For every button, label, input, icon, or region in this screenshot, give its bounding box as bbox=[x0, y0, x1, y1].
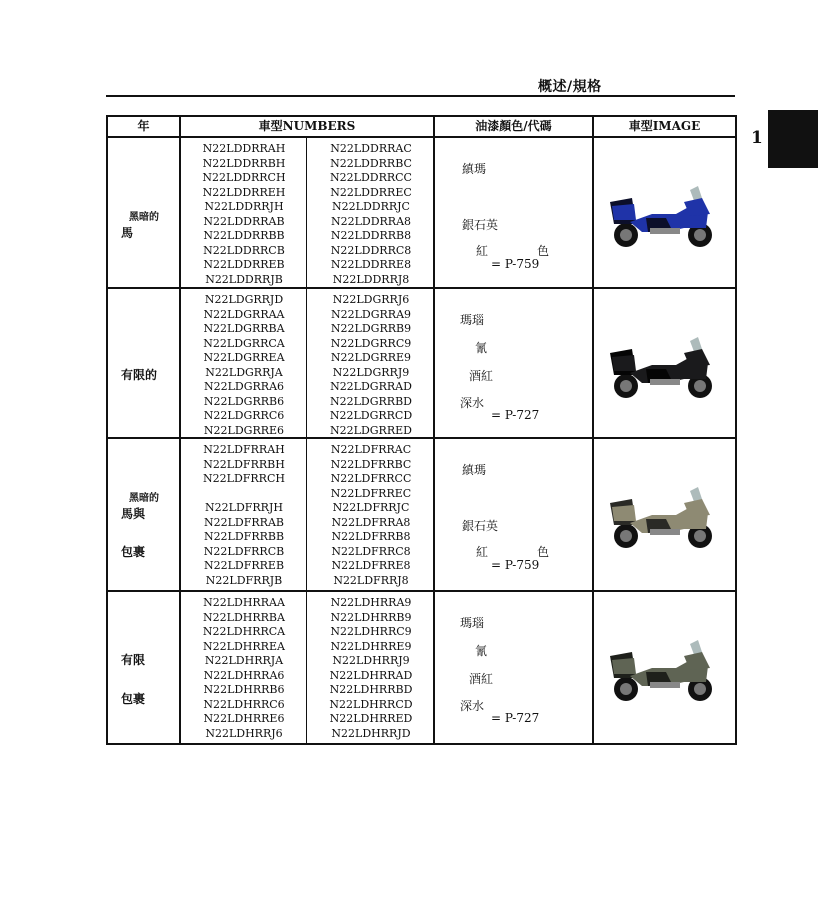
motorcycle-image bbox=[606, 485, 718, 551]
model-number: N22LDHRRJ6 bbox=[205, 726, 283, 740]
model-number: N22LDHRRCD bbox=[329, 697, 413, 711]
model-number-column-b bbox=[308, 443, 434, 588]
model-number: N22LDGRRA6 bbox=[203, 380, 285, 393]
spec-table bbox=[106, 115, 737, 745]
year-cell bbox=[107, 288, 180, 438]
model-number: N22LDHRRB9 bbox=[330, 610, 412, 624]
table-header-row bbox=[107, 116, 736, 137]
model-number: N22LDDRRJH bbox=[204, 200, 284, 213]
model-number: N22LDDRRBB bbox=[203, 229, 285, 242]
table-row bbox=[107, 591, 736, 744]
model-number: N22LDDRREH bbox=[202, 185, 286, 199]
paint-color-name: 銀石英 bbox=[462, 519, 499, 533]
model-numbers-cell bbox=[180, 288, 434, 438]
model-number: N22LDDRRJC bbox=[332, 200, 410, 213]
model-number: N22LDHRRE9 bbox=[330, 639, 412, 653]
model-number: N22LDDRRJ8 bbox=[332, 272, 410, 286]
paint-color-cell bbox=[434, 137, 593, 288]
motorcycle-image bbox=[606, 184, 718, 250]
model-number: N22LDGRRED bbox=[330, 423, 412, 437]
model-number: N22LDHRRC6 bbox=[203, 697, 285, 711]
model-image-cell bbox=[593, 591, 736, 744]
model-number: N22LDDRRC8 bbox=[330, 243, 412, 257]
model-numbers-cell bbox=[180, 137, 434, 288]
paint-code: = P-727 bbox=[491, 408, 540, 422]
model-number: N22LDGRRJ9 bbox=[332, 365, 410, 379]
model-number: N22LDFRRCC bbox=[330, 472, 412, 485]
motorcycle-image bbox=[606, 335, 718, 401]
year-label: 馬與 bbox=[121, 507, 146, 521]
header-image: 車型IMAGE bbox=[593, 116, 736, 137]
chapter-number: 1 bbox=[751, 128, 763, 148]
header-numbers: 車型NUMBERS bbox=[180, 116, 434, 137]
paint-color-cell bbox=[434, 438, 593, 591]
motorcycle-image bbox=[606, 638, 718, 704]
paint-color-name: 縝瑪 bbox=[462, 162, 487, 176]
model-number: N22LDDRRJB bbox=[205, 272, 283, 286]
paint-color-cell bbox=[434, 591, 593, 744]
model-number: N22LDGRRCD bbox=[329, 409, 413, 422]
year-cell bbox=[107, 591, 180, 744]
model-number: N22LDHRRB6 bbox=[203, 683, 285, 696]
model-number: N22LDGRRBD bbox=[329, 394, 412, 408]
model-number: N22LDGRRB6 bbox=[203, 394, 285, 408]
model-number: N22LDFRRAH bbox=[203, 443, 285, 456]
model-number: N22LDHRRBD bbox=[329, 683, 413, 696]
model-number: N22LDDRRAH bbox=[202, 142, 286, 155]
paint-color-name: 紅 bbox=[476, 545, 489, 559]
model-number: N22LDDRRB8 bbox=[330, 229, 412, 242]
table-row bbox=[107, 137, 736, 288]
year-label: 馬 bbox=[121, 226, 134, 240]
model-number: N22LDFRRCH bbox=[203, 472, 285, 485]
model-number: N22LDHRRBA bbox=[203, 610, 285, 624]
model-number: N22LDDRREC bbox=[330, 185, 412, 199]
model-number: N22LDGRRJ6 bbox=[332, 293, 410, 306]
model-number: N22LDHRRAA bbox=[203, 596, 285, 609]
model-number: N22LDFRRBH bbox=[203, 457, 285, 471]
paint-color-name: 縝瑪 bbox=[462, 463, 487, 477]
chapter-tab bbox=[768, 110, 818, 168]
model-number: N22LDGRRE9 bbox=[330, 351, 412, 364]
model-number: N22LDDRRBC bbox=[330, 156, 412, 170]
model-number: N22LDFRRJH bbox=[205, 501, 283, 514]
paint-color-name: 深水 bbox=[460, 396, 485, 410]
model-number: N22LDDRRBH bbox=[202, 156, 286, 170]
model-number: N22LDHRRA6 bbox=[203, 668, 285, 682]
paint-color-name: 瑪瑙 bbox=[460, 616, 485, 630]
year-label: 黑暗的 bbox=[129, 493, 159, 504]
model-number-column-b bbox=[308, 142, 434, 287]
year-label: 有限的 bbox=[121, 368, 158, 382]
year-cell bbox=[107, 438, 180, 591]
header-rule bbox=[106, 95, 735, 97]
model-number-column-b bbox=[308, 596, 434, 741]
model-number: N22LDGRREA bbox=[203, 351, 285, 364]
model-number: N22LDGRRAA bbox=[203, 307, 285, 321]
model-number: N22LDDRRAB bbox=[203, 214, 285, 228]
page-title: 概述/規格 bbox=[538, 79, 602, 95]
paint-color-name: 深水 bbox=[460, 699, 485, 713]
model-number: N22LDGRRJD bbox=[204, 293, 284, 306]
model-number: N22LDFRRJ8 bbox=[333, 573, 409, 587]
model-number: N22LDFRRB8 bbox=[331, 530, 411, 543]
model-number: N22LDFRRA8 bbox=[331, 515, 411, 529]
model-number: N22LDDRRA8 bbox=[330, 214, 412, 228]
model-number: N22LDFRRAC bbox=[330, 443, 412, 456]
model-numbers-cell bbox=[180, 591, 434, 744]
model-numbers-cell bbox=[180, 438, 434, 591]
model-number-column-a bbox=[181, 596, 307, 741]
model-number: N22LDGRRA9 bbox=[330, 307, 412, 321]
model-number: N22LDFRRC8 bbox=[331, 544, 411, 558]
model-number: N22LDGRRC9 bbox=[330, 336, 412, 350]
year-cell bbox=[107, 137, 180, 288]
model-number: N22LDHRRJD bbox=[331, 726, 411, 740]
model-number: N22LDHRRJ9 bbox=[332, 654, 410, 667]
paint-code: = P-727 bbox=[491, 711, 540, 725]
paint-color-name: 氰 bbox=[475, 341, 488, 355]
model-number: N22LDFRRAB bbox=[204, 515, 284, 529]
model-number: N22LDDRRAC bbox=[330, 142, 412, 155]
model-image-cell bbox=[593, 438, 736, 591]
paint-color-name: 瑪瑙 bbox=[460, 313, 485, 327]
model-number: N22LDGRRAD bbox=[330, 380, 412, 393]
model-number: N22LDDRREB bbox=[203, 258, 285, 271]
model-number: N22LDHRREA bbox=[203, 639, 285, 653]
model-number-column-a bbox=[181, 443, 307, 588]
model-number: N22LDFRREC bbox=[330, 486, 412, 500]
header-paint: 油漆顏色/代碼 bbox=[434, 116, 593, 137]
year-label: 有限 bbox=[121, 653, 146, 667]
model-number: N22LDGRRCA bbox=[203, 336, 285, 350]
model-image-cell bbox=[593, 137, 736, 288]
model-number: N22LDDRRCB bbox=[203, 243, 285, 257]
paint-color-name: 氰 bbox=[475, 644, 488, 658]
model-number: N22LDGRRC6 bbox=[203, 409, 285, 422]
model-number: N22LDHRRA9 bbox=[330, 596, 412, 609]
model-number bbox=[181, 487, 307, 502]
model-number: N22LDFRRJC bbox=[332, 501, 410, 514]
model-number: N22LDHRRED bbox=[329, 712, 413, 725]
year-label: 黑暗的 bbox=[129, 212, 159, 223]
header-year: 年 bbox=[107, 116, 180, 137]
table-row bbox=[107, 288, 736, 438]
paint-color-name: 紅 bbox=[476, 244, 489, 258]
paint-color-cell bbox=[434, 288, 593, 438]
model-number: N22LDHRRJA bbox=[204, 654, 284, 667]
model-number: N22LDDRRCH bbox=[202, 171, 286, 184]
model-number: N22LDFRRJB bbox=[205, 573, 283, 587]
model-number: N22LDGRRJA bbox=[205, 365, 283, 379]
paint-color-name: 色 bbox=[537, 244, 550, 258]
model-number: N22LDHRRE6 bbox=[203, 712, 285, 725]
year-label: 包裹 bbox=[121, 545, 146, 559]
model-number: N22LDGRRBA bbox=[203, 322, 285, 335]
table-row bbox=[107, 438, 736, 591]
model-number: N22LDGRRB9 bbox=[330, 322, 412, 335]
paint-color-name: 銀石英 bbox=[462, 218, 499, 232]
model-number: N22LDGRRE6 bbox=[203, 423, 285, 437]
model-number: N22LDDRRE8 bbox=[330, 258, 412, 271]
model-number-column-a bbox=[181, 142, 307, 287]
paint-code: = P-759 bbox=[491, 257, 540, 271]
paint-color-name: 酒紅 bbox=[469, 369, 494, 383]
paint-color-name: 色 bbox=[537, 545, 550, 559]
paint-code: = P-759 bbox=[491, 558, 540, 572]
model-number: N22LDFRRBB bbox=[203, 530, 285, 543]
paint-color-name: 酒紅 bbox=[469, 672, 494, 686]
model-number: N22LDDRRCC bbox=[330, 171, 412, 184]
model-number-column-a bbox=[181, 293, 307, 438]
model-number: N22LDFRRE8 bbox=[331, 559, 411, 572]
model-number: N22LDHRRCA bbox=[202, 625, 286, 638]
model-number: N22LDFRRBC bbox=[330, 457, 412, 471]
model-number: N22LDHRRAD bbox=[329, 668, 413, 682]
year-label: 包裹 bbox=[121, 692, 146, 706]
model-number: N22LDFRREB bbox=[203, 559, 285, 572]
model-image-cell bbox=[593, 288, 736, 438]
model-number: N22LDHRRC9 bbox=[330, 625, 412, 638]
model-number-column-b bbox=[308, 293, 434, 438]
model-number: N22LDFRRCB bbox=[203, 544, 285, 558]
